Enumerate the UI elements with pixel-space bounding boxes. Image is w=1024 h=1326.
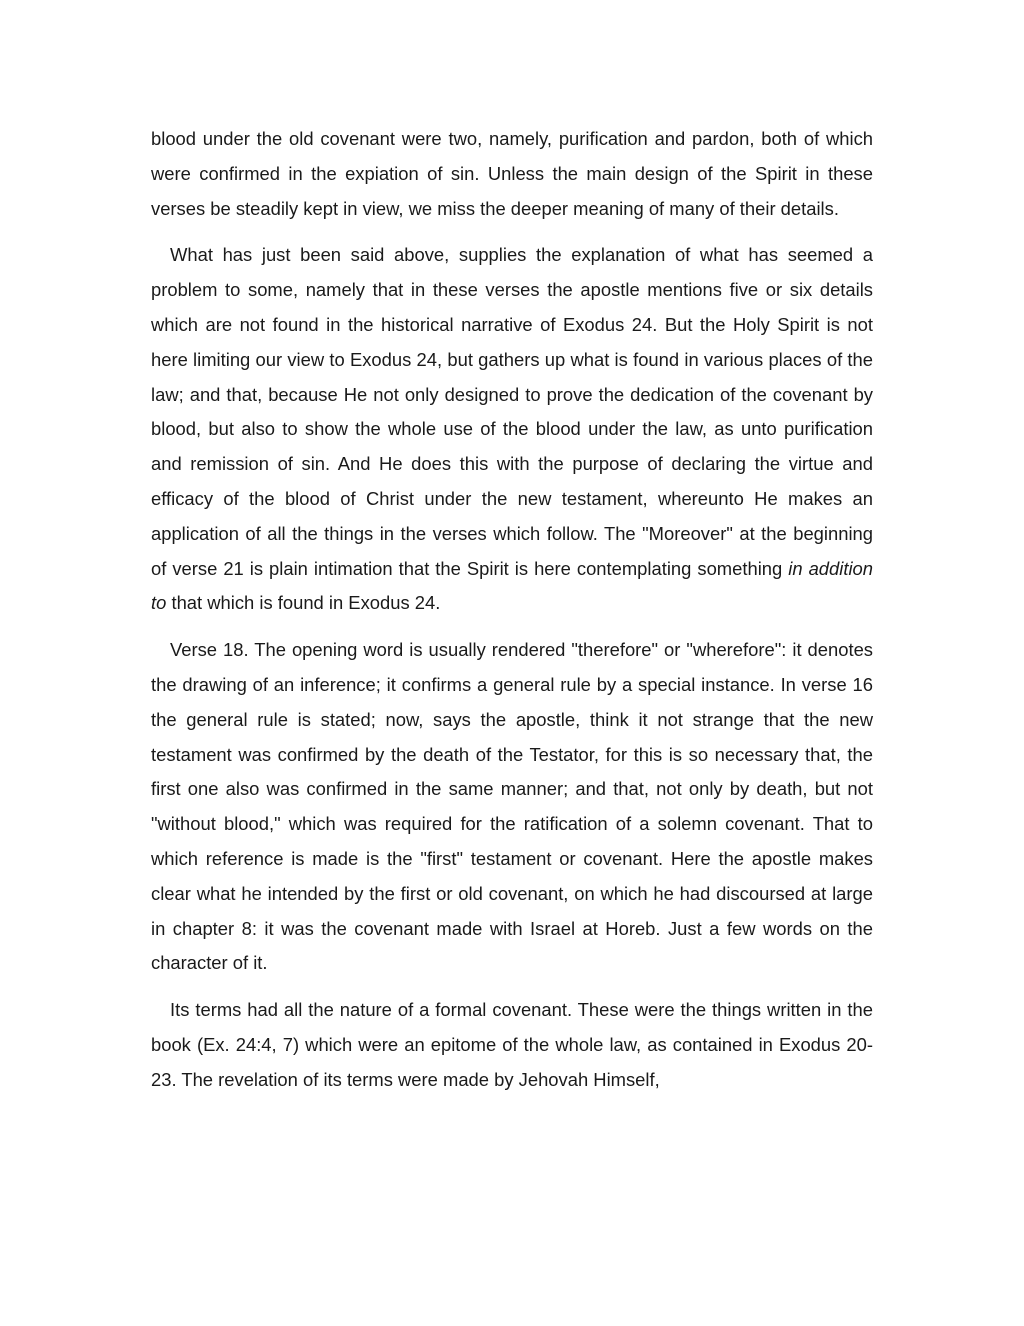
paragraph-text: What has just been said above, supplies the explanation of what has seemed a problem to some, namely that in these verses the apostle mentions five or six details which are not found in the historical narrative of Exodus 24. But the Holy Spirit is not here limiting our view to Exodus 24, but gathers up what is found in various places of the law; and that, because He not only designed to prove the dedication of the covenant by blood, but also to show the whole use of the blood under the law, as unto purification and remission of sin. And He does this with the purpose of declaring the virtue and efficacy of the blood of Christ under the new testament, whereunto He makes an application of all the things in the verses which follow. The "Moreover" at the beginning of verse 21 is plain intimation that the Spirit is here contemplating something <box>151 244 873 579</box>
paragraph-continuation: blood under the old covenant were two, namely, purification and pardon, both of which were confirmed in the expiation of sin. Unless the main design of the Spirit in these verses be steadily kept in view, we miss the deeper meaning of many of their details. <box>151 128 873 219</box>
paragraph-text: that which is found in Exodus 24. <box>166 592 441 614</box>
paragraph-covenant-terms: Its terms had all the nature of a formal covenant. These were the things written in the book (Ex. 24:4, 7) which were an epitome of the whole law, as contained in Exodus 20-23. The revelation of its terms were made by Jehovah Himself, <box>151 999 873 1090</box>
paragraph-explanation <box>151 238 873 621</box>
emphasized-phrase: in addition to <box>151 557 873 614</box>
paragraph-verse-18: Verse 18. The opening word is usually rendered "therefore" or "wherefore": it denotes the drawing of an inference; it confirms a general rule by a special instance. In verse 16 the general rule is stated; now, says the apostle, think it not strange that the new testament was confirmed by the death of the Testator, for this is so necessary that, the first one also was confirmed in the same manner; and that, not only by death, but not "without blood," which was required for the ratification of a solemn covenant. That to which reference is made is the "first" testament or covenant. Here the apostle makes clear what he intended by the first or old covenant, on which he had discoursed at large in chapter 8: it was the covenant made with Israel at Horeb. Just a few words on the character of it. <box>151 639 873 974</box>
document-body <box>151 122 873 1110</box>
